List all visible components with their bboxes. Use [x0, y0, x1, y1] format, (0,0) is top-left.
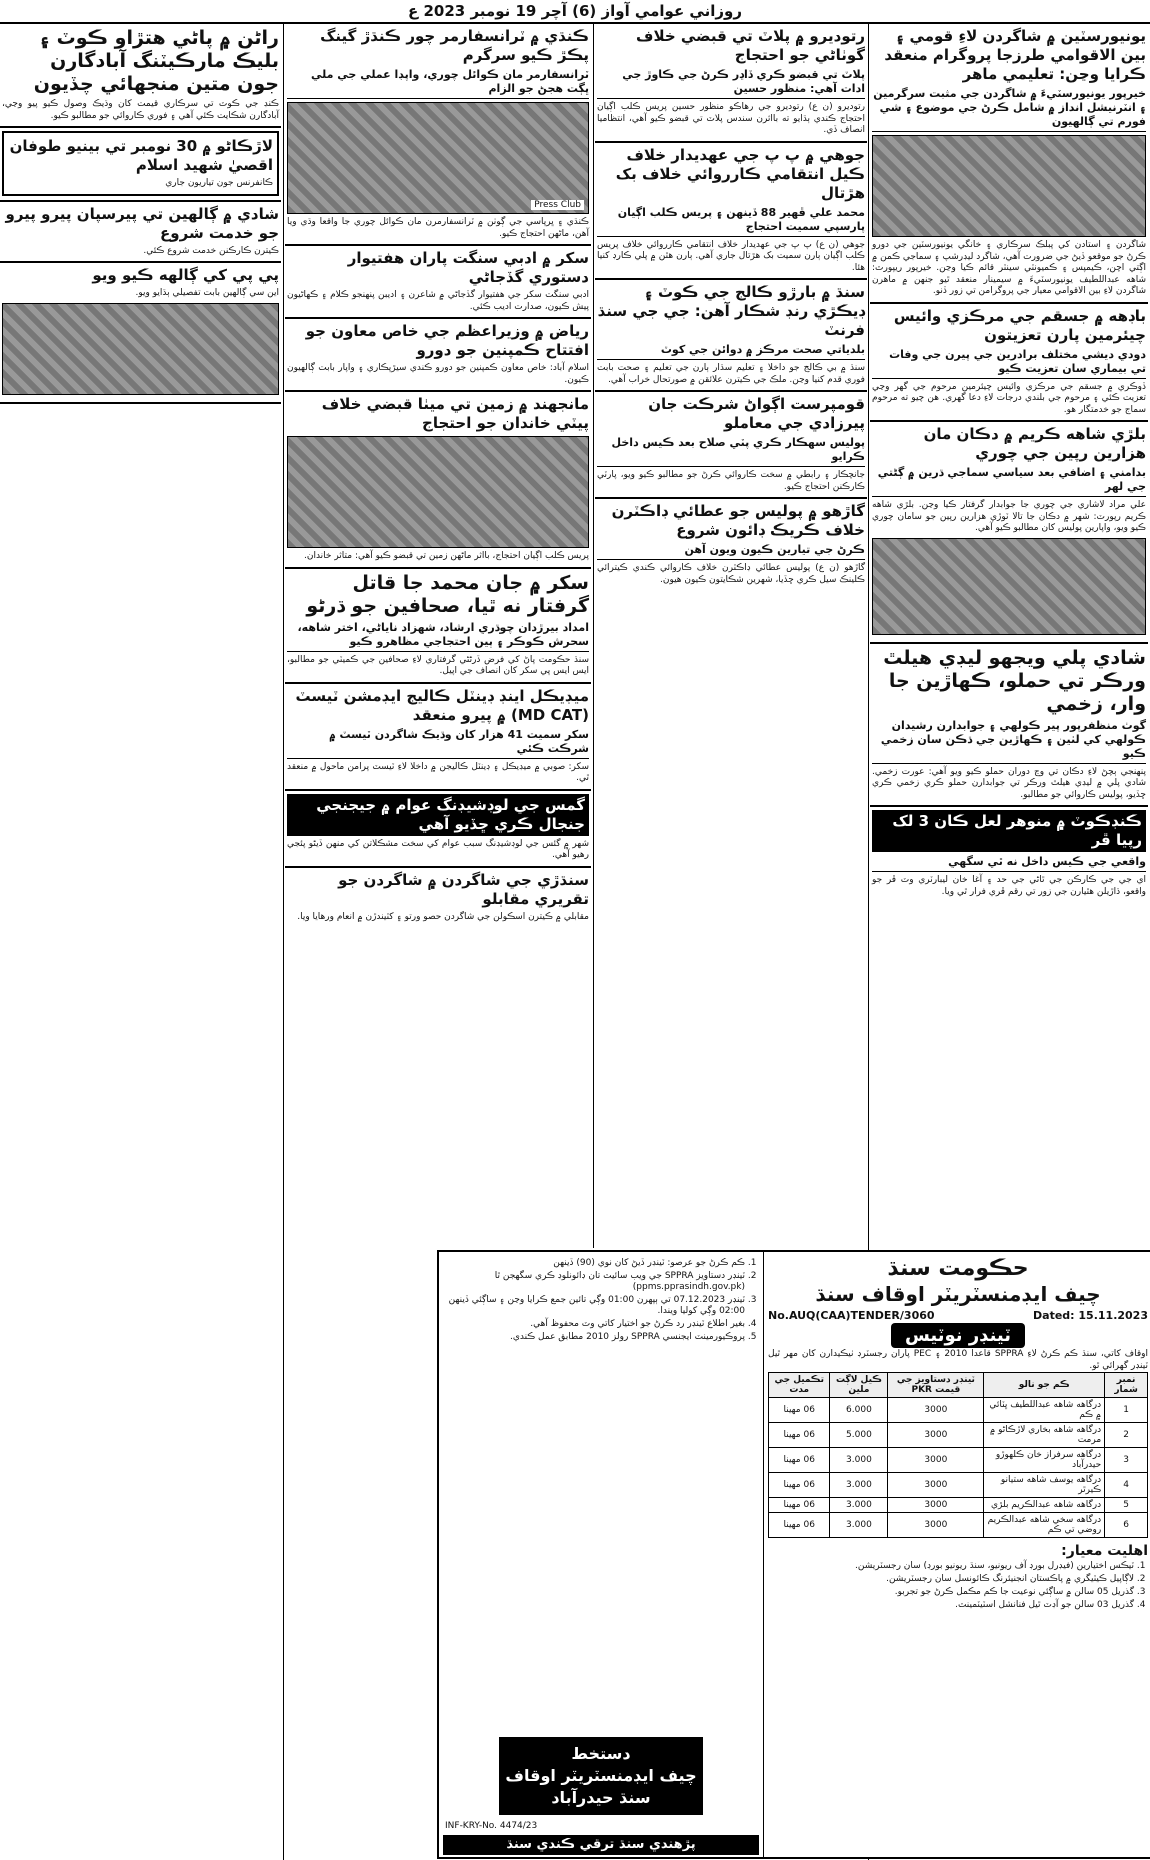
table-cell-name: درگاهه شاهه عبداللطيف ڀٽائي ۾ ڪم	[984, 1398, 1105, 1423]
story-body: ڪنڊ جي ڪوٽ تي سرڪاري قيمت کان وڌيڪ وصول ڪيو پيو وڃي، آبادگارن شڪايت ڪئي آهي ۽ فوري ڪاروائي جو مطالبو ڪيو.	[2, 99, 279, 121]
story-subheadline: امداد بيرڙدان چوڌري ارشاد، شهزاد ناياڻي، اختر شاهه، سحرش ڪوڪر ۽ ٻين احتجاجي مظاهرو ڪيو	[287, 621, 589, 652]
story-body: جوهي (ن ع) پ پ جي عهديدار خلاف انتقامي ڪارروائي خلاف پريس ڪلب اڳيان ٻارن سميت بک هڙتال جاري آهي. ٻارن هٿن ۾ پلي ڪارڊ کنيا هئا.	[597, 239, 865, 273]
signature-block: دستخط چيف ايڊمنسٽريٽر اوقاف سنڌ حيدرآباد	[499, 1737, 703, 1815]
news-story	[870, 807, 1148, 902]
story-headline: بلڙي شاهه ڪريم ۾ دڪان مان هزارين رپين جي چوري	[923, 425, 1146, 462]
table-cell-cost: 3.000	[830, 1473, 888, 1498]
news-story	[595, 499, 867, 590]
boxed-notice	[2, 131, 279, 196]
news-story	[285, 868, 591, 928]
table-cell-fee: 3000	[888, 1473, 984, 1498]
column-1	[870, 24, 1148, 1246]
story-headline: ڪنڊڪوٽ ۾ منوهر لعل ڪان 3 لک رپيا ڦر	[872, 810, 1146, 852]
story-subheadline: پلاٽ تي قبضو ڪري ڏاڍر ڪرڻ جي ڪاوڙ جي ادات آهي: منظور حسين	[597, 68, 865, 99]
table-cell-time: 06 مهينا	[769, 1448, 830, 1473]
story-subheadline: پوليس سهڪار ڪري پٽي صلاح بعد ڪيس داخل ڪرايو	[597, 436, 865, 467]
column-2	[595, 24, 867, 1246]
story-headline: سکر ۾ جان محمد جا قاتل گرفتار نه ٿيا، صحافين جو ڌرڻو	[306, 571, 589, 617]
story-headline: رتوديرو ۾ پلاٽ تي قبضي خلاف گوٺاڻي جو احتجاج	[636, 27, 865, 64]
story-body: علي مراد لاشاري جي چوري جا جوابدار گرفتار ڪيا وڃن. بلڙي شاهه ڪريم رپورٽ: شهر ۾ دڪان جا تالا ٽوڙي هزارين رپين جو سامان چوري ڪيو ويو، واپارين پوليس کان مطالبو ڪيو آهي.	[872, 500, 1146, 533]
story-headline: گمس جي لوڊشيڊنگ عوام ۾ جيجنجي جنجال ڪري ڇڏيو آهي	[287, 794, 589, 836]
story-headline: ميڊيڪل اينڊ ڊينٽل ڪاليج ايڊمشن ٽيسٽ (MD CAT) ۾ پيرو منعقد	[295, 686, 589, 724]
table-header-cell: ٽينڊر دستاويز جي قيمت PKR	[888, 1373, 984, 1398]
story-subheadline: گوٺ منظفرپور پير ڪولهي ۽ جوابدارن رشيدان ڪولهي کي لٺين ۽ ڪهاڙين جي ڌڪن سان زخمي ڪيو	[872, 719, 1146, 764]
story-subheadline: واقعي جي ڪيس داخل نه ٿي سگهي	[872, 855, 1146, 872]
table-cell-no: 6	[1105, 1513, 1148, 1538]
shop-photo	[872, 538, 1146, 635]
list-item: 3. ٽينڊر 07.12.2023 تي ٻپهرن 01:00 وڳي تائين جمع ڪرايا وڃن ۽ ساڳئي ڏينهن 02:00 وڳي کوليا ويندا.	[443, 1295, 745, 1317]
table-header-cell: تڪميل جي مدت	[769, 1373, 830, 1398]
table-cell-time: 06 مهينا	[769, 1498, 830, 1513]
column-3	[285, 24, 591, 1246]
table-cell-no: 2	[1105, 1423, 1148, 1448]
list-item: 4. بغير اطلاع ٽينڊر رد ڪرڻ جو اختيار کاتي وٽ محفوظ آهي.	[443, 1319, 745, 1330]
group-photo	[872, 135, 1146, 237]
list-item: 1. ٽيڪس اختيارين (فيڊرل بورڊ آف ريونيو، سنڌ ريونيو بورڊ) سان رجسٽريشن.	[768, 1561, 1134, 1572]
news-story	[870, 304, 1148, 423]
news-story	[285, 791, 591, 868]
news-story	[285, 392, 591, 569]
news-story	[285, 24, 591, 246]
protest-photo	[287, 436, 589, 548]
news-story	[0, 24, 281, 128]
table-cell-cost: 5.000	[830, 1423, 888, 1448]
story-body: اسلام آباد: خاص معاون ڪمپنين جو دورو ڪندي سيڙپڪاري ۽ واپار بابت ڳالهيون ڪيون.	[287, 363, 589, 385]
story-body: ڪنڌي ۽ ڀرپاسي جي ڳوٺن ۾ ٽرانسفارمرن مان ڪوائل چوري جا واقعا وڌي ويا آهن، ماڻهن احتجاج ڪيو.	[287, 217, 589, 239]
story-subheadline: دودي ديشي مختلف برادرين جي پيرن جي وفات تي بيماري سان تعزيت ڪيو	[872, 348, 1146, 379]
story-subheadline: بدامني ۽ اضافي بعد سياسي سماجي ڌرين ۾ ڳڻتي جي لهر	[872, 466, 1146, 497]
story-body: ادبي سنگت سکر جي هفتيوار گڏجاڻي ۾ شاعرن ۽ اديبن پنهنجو ڪلام ۽ ڪهاڻيون پيش ڪيون، صدارت اديب ڪئي.	[287, 290, 589, 312]
tender-ref: No.AUQ(CAA)TENDER/3060	[768, 1309, 935, 1322]
story-body: اي جي جي ڪارڪن جي ٿاڻي جي حد ۽ آغا خان ليبارٽري وٽ ڦر جو واقعو، ڌاڙيلن هٿيارن جي زور تي رقم ڦري فرار ٿي ويا.	[872, 875, 1146, 897]
table-cell-fee: 3000	[888, 1423, 984, 1448]
story-body: شاگردن ۽ استادن کي پبلڪ سرڪاري ۽ خانگي يونيورسٽين جي دورو ڪرڻ جو موقعو ڏيڻ جي ضرورت آهي، شاگرد ليڊرشپ ۽ سماجي ڪمن ۾ اڳتي اچن، ڪيمپس ۽ ڪميونٽي سينٽر قائم ڪيا وڃن. خيرپور ريپورٽ: شاهه عبداللطيف يونيورسٽيءَ ۾ سيمينار منعقد ٿيو جنهن ۾ ماهرن شاگردن لاءِ بين الاقوامي معيار جي پروگرامن تي زور ڏنو.	[872, 240, 1146, 296]
table-cell-name: درگاهه سرفراز خان ڪلهوڙو حيدرآباد	[984, 1448, 1105, 1473]
story-body: ڏوڪري ۾ جسقم جي مرڪزي وائيس چيئرمين مرحوم جي گهر وڃي تعزيت ڪئي ۽ مرحوم جي بلندي درجات لاءِ دعا گهري. هن چيو ته مرحوم سماج جو خدمتگار هو.	[872, 381, 1146, 415]
criteria-list	[768, 1561, 1134, 1611]
table-cell-name: درگاهه يوسف شاهه ستيانو ڪيرٿر	[984, 1473, 1105, 1498]
story-body: گاڙهو (ن ع) پوليس عطائي ڊاڪٽرن خلاف ڪاروائي ڪندي ڪيترائي ڪلينڪ سيل ڪري ڇڏيا، شهرين شڪايتون ڪيون هيون.	[597, 563, 865, 585]
tender-notice	[437, 1250, 1150, 1859]
inf-number: INF-KRY-No. 4474/23	[445, 1821, 538, 1831]
table-cell-cost: 3.000	[830, 1513, 888, 1538]
table-cell-fee: 3000	[888, 1498, 984, 1513]
news-story	[0, 128, 281, 202]
news-story	[595, 392, 867, 499]
news-story	[870, 24, 1148, 304]
column-4	[0, 24, 281, 1860]
photo-caption: Press Club	[531, 200, 584, 210]
column-divider	[283, 24, 284, 1860]
table-row	[769, 1448, 1148, 1473]
news-story	[0, 202, 281, 264]
table-cell-name: درگاهه شاهه عبدالڪريم بلڙي	[984, 1498, 1105, 1513]
list-item: 4. گذريل 03 سالن جو آڊٽ ٿيل فنانشل اسٽيٽمينٽ.	[768, 1600, 1134, 1611]
news-story	[285, 246, 591, 319]
table-cell-cost: 3.000	[830, 1498, 888, 1513]
story-headline: رياض ۾ وزيراعظم جي خاص معاون جو افتتاح ڪمپنين جو دورو	[305, 322, 589, 359]
story-body: رتوديرو (ن ع) رتوديرو جي رهاڪو منظور حسين پريس ڪلب اڳيان احتجاج ڪندي ٻڌايو ته بااثرن سندس پلاٽ تي قبضو ڪيو آهي، انتظاميا انصاف ڏي.	[597, 102, 865, 135]
slogan-banner: پڙهندي سنڌ ترقي ڪندي سنڌ	[443, 1835, 759, 1855]
list-item: 2. ٽينڊر دستاويز SPPRA جي ويب سائيٽ تان ڊائونلوڊ ڪري سگهجن ٿا (ppms.pprasindh.gov.pk)	[443, 1271, 745, 1293]
news-story	[870, 422, 1148, 644]
story-subheadline: ڪرڻ جي تيارين ڪيون ويون آهن	[597, 543, 865, 560]
tender-date: Dated: 15.11.2023	[1033, 1309, 1148, 1322]
story-subheadline: بلدياتي صحت مرڪز ۾ دوائن جي کوٽ	[597, 343, 865, 360]
news-story	[285, 684, 591, 791]
story-headline: پي پي کي ڳالهه ڪيو ويو	[92, 266, 279, 284]
story-headline: لاڙڪاڻو ۾ 30 نومبر تي بينيو طوفان اقصيٰ شهيد اسلام	[9, 137, 273, 174]
story-headline: گاڙهو ۾ پوليس جو عطائي ڊاڪٽرن خلاف ڪريڪ ڊائون شروع	[611, 502, 865, 539]
list-item: 1. ڪم ڪرڻ جو عرصو: ٽينڊر ڏيڻ کان نوي (90) ڏينهن	[443, 1258, 745, 1269]
story-headline: سنڌ ۾ بارڙو ڪالج جي ڪوٽ ۽ ڊيڪڙي رنڊ شڪار آهن: جي جي سنڌ فرنٽ	[597, 283, 865, 339]
story-body: پريس ڪلب اڳيان احتجاج، بااثر ماڻهن زمين تي قبضو ڪيو آهي: متاثر خاندان.	[303, 551, 589, 561]
table-cell-time: 06 مهينا	[769, 1513, 830, 1538]
table-cell-no: 5	[1105, 1498, 1148, 1513]
story-headline: قومپرست اڳواڻ شرڪت جان پيرزادي جي معاملو	[648, 395, 865, 432]
story-body: شهر ۾ گئس جي لوڊشيڊنگ سبب عوام کي سخت مشڪلاتن کي منهن ڏيڻو پئجي رهيو آهي.	[287, 838, 589, 860]
news-story	[870, 644, 1148, 808]
table-header-cell: نمبر شمار	[1105, 1373, 1148, 1398]
story-headline: جوهي ۾ پ پ جي عهديدار خلاف ڪيل انتقامي ڪارروائي خلاف بک هڙتال	[615, 145, 865, 202]
table-cell-time: 06 مهينا	[769, 1473, 830, 1498]
story-headline: باڊهه ۾ جسقم جي مرڪزي وائيس چيئرمين پارن تعزيتون	[893, 306, 1146, 344]
table-cell-name: درگاهه شاهه بخاري لاڙڪاڻو ۾ مرمت	[984, 1423, 1105, 1448]
criteria-title: اهليت معيار:	[1061, 1543, 1148, 1559]
table-cell-cost: 3.000	[830, 1448, 888, 1473]
story-body: ڪيترن ڪارڪنن خدمت شروع ڪئي.	[143, 245, 279, 256]
story-body: ڪانفرنس جون تياريون جاري	[165, 178, 273, 188]
story-headline: شادي ۾ ڳالهين تي پيرسپان پيرو پيرو جو خدمت شروع	[5, 204, 279, 242]
story-headline: راڻن ۾ پاڻي هتڙاو ڪوٽ ۽ بليڪ مارڪيٽنگ آبادگارن جون متين منجهائي چڏيون	[33, 27, 279, 95]
table-row	[769, 1423, 1148, 1448]
table-row	[769, 1473, 1148, 1498]
column-divider	[593, 24, 594, 1248]
story-body: جانچڪار ۽ رابطي ۾ سخت ڪاروائي ڪرڻ جو مطالبو ڪيو ويو، پارٽي ڪارڪنن احتجاج ڪيو.	[597, 470, 865, 492]
table-row	[769, 1398, 1148, 1423]
masthead: روزاني عوامي آواز (6) آچر 19 نومبر 2023 ع	[0, 0, 1150, 24]
tender-main	[763, 1252, 1150, 1857]
tender-intro: اوقاف کاتي، سنڌ ڪم ڪرڻ لاءِ SPPRA قاعدا 2010 ۽ PEC پاران رجسٽرڊ ٺيڪيدارن کان مهر ٿيل ٽينڊر گهرائي ٿو.	[768, 1349, 1148, 1371]
story-headline: سکر ۾ ادبي سنگت پاران هفتيوار دستوري گڏجاڻي	[347, 249, 589, 286]
list-item: 5. پروڪيورمينٽ ايجنسي SPPRA رولز 2010 مطابق عمل ڪندي.	[443, 1332, 745, 1343]
list-item: 3. گذريل 05 سالن ۾ ساڳئي نوعيت جا ڪم مڪمل ڪرڻ جو تجربو.	[768, 1587, 1134, 1598]
story-body: پنهنجي ٻچڻ لاءِ دڪان تي وڃ دوران حملو ڪيو ويو آهي: عورت زخمي. شادي پلي ۾ ليڊي هيلٿ ورڪر تي جوابدارن حملو ڪري زخمي ڪري ڇڏيو، پوليس ڪاروائي جو مطالبو.	[872, 766, 1146, 800]
terms-list	[443, 1258, 745, 1343]
table-cell-no: 1	[1105, 1398, 1148, 1423]
tender-terms	[439, 1252, 763, 1857]
news-story	[0, 263, 281, 404]
news-story	[595, 24, 867, 143]
news-photo	[287, 102, 589, 214]
list-item: 2. لاڳاپيل ڪيٽيگري ۾ پاڪستان انجنيئرنگ ڪائونسل سان رجسٽريشن.	[768, 1574, 1134, 1585]
story-body: سنڌ حڪومت پاڻ کي فرض ڏرڻڻي گرفتاري لاءِ صحافين جي ڪميٽي جو مطالبو، ايس ايس پي سکر کان انصاف جي اپيل.	[287, 654, 589, 676]
table-row	[769, 1498, 1148, 1513]
story-body: اين سي ڳالهين بابت تفصيلي ٻڌايو ويو.	[135, 288, 279, 298]
news-story	[285, 319, 591, 392]
table-cell-cost: 6.000	[830, 1398, 888, 1423]
news-story	[595, 143, 867, 281]
story-subheadline: سکر سميت 41 هزار کان وڌيڪ شاگردن ٽيسٽ ۾ شرڪت ڪئي	[287, 728, 589, 759]
news-story	[285, 569, 591, 684]
dept-title: چيف ايڊمنسٽريٽر اوقاف سنڌ	[815, 1282, 1101, 1306]
story-subheadline: خيرپور يونيورسٽيءَ ۾ شاگردن جي مثبت سرگرمين ۽ انٽرنيشل انداز ۾ شامل ڪرڻ جي موضوع ۽ شي فورم تي ڳالهيون	[872, 87, 1146, 132]
table-cell-no: 4	[1105, 1473, 1148, 1498]
table-cell-fee: 3000	[888, 1513, 984, 1538]
story-headline: يونيورسٽين ۾ شاگردن لاءِ قومي ۽ بين الاقوامي طرزجا پروگرام منعقد ڪرايا وڃن: تعليمي ماهر	[884, 27, 1146, 83]
story-body: سنڌ ۾ بي ڪالج جو داخلا ۽ تعليم سڌار ٻارن جي تعليم ۽ صحت بابت فوري قدم کنيا وڃن. ملڪ جي ڪيترن علائقن ۾ صورتحال خراب آهي.	[597, 363, 865, 385]
crowd-photo	[2, 303, 279, 395]
table-cell-no: 3	[1105, 1448, 1148, 1473]
story-subheadline: ٽرانسفارمر مان ڪوائل چوري، واپڊا عملي جي ملي ڀڳت هجڻ جو الزام	[287, 68, 589, 99]
story-body: مقابلي ۾ ڪيترن اسڪولن جي شاگردن حصو ورتو ۽ کٽيندڙن ۾ انعام ورهايا ويا.	[297, 911, 589, 922]
table-cell-time: 06 مهينا	[769, 1398, 830, 1423]
story-headline: مانجهند ۾ زمين تي ميٺا قبضي خلاف پيٽي خاندان جو احتجاج	[321, 395, 589, 432]
tender-table	[768, 1372, 1148, 1538]
table-cell-time: 06 مهينا	[769, 1423, 830, 1448]
table-row	[769, 1513, 1148, 1538]
table-cell-fee: 3000	[888, 1398, 984, 1423]
table-header-cell: ڪم جو نالو	[984, 1373, 1105, 1398]
story-headline: شادي پلي ويجهو ليڊي هيلٿ ورڪر تي حملو، ڪهاڙين جا وار، زخمي	[883, 646, 1146, 715]
story-subheadline: محمد علي ڦهير 88 ڏينهن ۽ پريس ڪلب اڳيان پارسپي سميت احتجاج	[597, 206, 865, 237]
table-cell-name: درگاهه سخي شاهه عبدالڪريم روضي تي ڪم	[984, 1513, 1105, 1538]
table-cell-fee: 3000	[888, 1448, 984, 1473]
govt-title: حڪومت سنڌ	[887, 1256, 1029, 1281]
tender-title: ٽينڊر نوٽيس	[891, 1323, 1025, 1348]
news-story	[595, 280, 867, 392]
story-headline: ڪنڌي ۾ ٽرانسفارمر چور ڪنڌڙ گينگ پڪڙ ڪيو سرگرم	[320, 27, 589, 64]
table-header-cell: ڪيل لاڳت ملين	[830, 1373, 888, 1398]
story-headline: سنڌڙي جي شاگردن ۾ شاگردن جو تقريري مقابلو	[338, 870, 589, 908]
story-body: سکر: صوبي ۾ ميڊيڪل ۽ ڊينٽل ڪاليجن ۾ داخلا لاءِ ٽيسٽ پرامن ماحول ۾ منعقد ٿي.	[287, 761, 589, 783]
